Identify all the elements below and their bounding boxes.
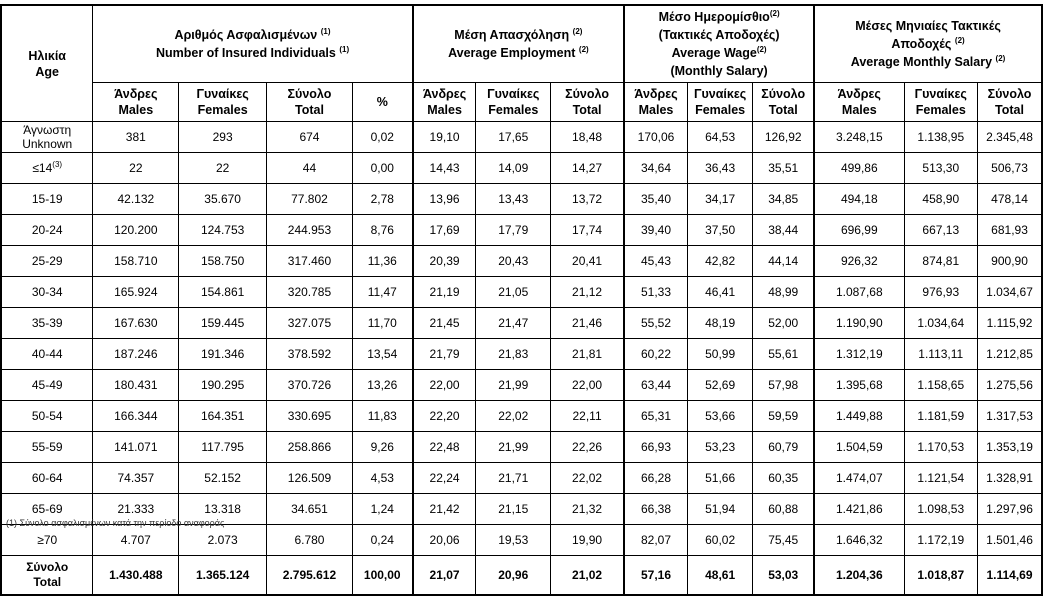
insured-males-cell: 141.071	[93, 432, 179, 463]
age-cell: 55-59	[1, 432, 93, 463]
insured-males-cell: 165.924	[93, 277, 179, 308]
wage-males-header: Άνδρες Males	[624, 83, 687, 122]
insured-females-cell: 52.152	[179, 463, 267, 494]
total-salary-females-cell: 1.018,87	[904, 556, 978, 596]
insured-pct-cell: 0,24	[352, 525, 412, 556]
salary-header: Μέσες Μηνιαίες Τακτικές Αποδοχές $^{(2)}$ Average Monthly Salary $^{(2)}$	[814, 5, 1042, 83]
employment-males-cell: 19,10	[413, 122, 476, 153]
wage-total-cell: 60,88	[753, 494, 814, 525]
wage-males-cell: 39,40	[624, 215, 687, 246]
total-wage-males-cell: 57,16	[624, 556, 687, 596]
wage-total-cell: 57,98	[753, 370, 814, 401]
wage-females-cell: 52,69	[687, 370, 752, 401]
insured-header: Αριθμός Ασφαλισμένων $^{(1)}$ Number of Insured Individuals $^{(1)}$	[93, 5, 413, 83]
insured-females-cell: 2.073	[179, 525, 267, 556]
total-row	[1, 556, 1042, 596]
table-row	[1, 432, 1042, 463]
insured-total-cell: 44	[267, 153, 353, 184]
insured-total-cell: 674	[267, 122, 353, 153]
wage-females-cell: 51,94	[687, 494, 752, 525]
age-cell: 50-54	[1, 401, 93, 432]
wage-females-cell: 37,50	[687, 215, 752, 246]
wage-total-cell: 55,61	[753, 339, 814, 370]
wage-total-cell: 35,51	[753, 153, 814, 184]
employment-males-cell: 17,69	[413, 215, 476, 246]
age-cell: 20-24	[1, 215, 93, 246]
age-cell: 45-49	[1, 370, 93, 401]
insured-males-cell: 158.710	[93, 246, 179, 277]
salary-total-cell: 1.353,19	[978, 432, 1042, 463]
insured-males-cell: 167.630	[93, 308, 179, 339]
employment-females-cell: 21,15	[476, 494, 551, 525]
insured-total-cell: 327.075	[267, 308, 353, 339]
total-wage-total-cell: 53,03	[753, 556, 814, 596]
insured-total-cell: 378.592	[267, 339, 353, 370]
salary-females-cell: 1.172,19	[904, 525, 978, 556]
table-row	[1, 463, 1042, 494]
table-row	[1, 401, 1042, 432]
employment-total-cell: 21,12	[551, 277, 625, 308]
salary-males-cell: 1.474,07	[814, 463, 904, 494]
employment-females-cell: 17,79	[476, 215, 551, 246]
wage-females-cell: 51,66	[687, 463, 752, 494]
total-salary-total-cell: 1.114,69	[978, 556, 1042, 596]
insured-females-cell: 124.753	[179, 215, 267, 246]
wage-females-cell: 53,23	[687, 432, 752, 463]
insured-females-cell: 158.750	[179, 246, 267, 277]
salary-males-cell: 1.395,68	[814, 370, 904, 401]
salary-females-cell: 1.121,54	[904, 463, 978, 494]
total-salary-males-cell: 1.204,36	[814, 556, 904, 596]
salary-males-cell: 1.504,59	[814, 432, 904, 463]
employment-females-cell: 21,71	[476, 463, 551, 494]
wage-males-cell: 45,43	[624, 246, 687, 277]
employment-males-cell: 14,43	[413, 153, 476, 184]
salary-females-header: Γυναίκες Females	[904, 83, 978, 122]
salary-females-cell: 1.138,95	[904, 122, 978, 153]
insured-total-header: Σύνολο Total	[267, 83, 353, 122]
wage-total-cell: 48,99	[753, 277, 814, 308]
age-cell: 40-44	[1, 339, 93, 370]
employment-total-cell: 14,27	[551, 153, 625, 184]
salary-total-cell: 478,14	[978, 184, 1042, 215]
employment-header: Μέση Απασχόληση $^{(2)}$ Average Employment $^{(2)}$	[413, 5, 624, 83]
insured-pct-cell: 11,70	[352, 308, 412, 339]
insured-females-cell: 117.795	[179, 432, 267, 463]
employment-females-cell: 22,02	[476, 401, 551, 432]
table-row	[1, 370, 1042, 401]
age-header: Ηλικία Age	[1, 5, 93, 122]
wage-total-cell: 38,44	[753, 215, 814, 246]
salary-males-cell: 494,18	[814, 184, 904, 215]
salary-females-cell: 874,81	[904, 246, 978, 277]
employment-males-header: Άνδρες Males	[413, 83, 476, 122]
insured-pct-cell: 0,00	[352, 153, 412, 184]
salary-total-cell: 1.115,92	[978, 308, 1042, 339]
insured-pct-cell: 9,26	[352, 432, 412, 463]
wage-females-cell: 53,66	[687, 401, 752, 432]
wage-males-cell: 170,06	[624, 122, 687, 153]
insured-females-header: Γυναίκες Females	[179, 83, 267, 122]
salary-total-cell: 506,73	[978, 153, 1042, 184]
wage-total-cell: 52,00	[753, 308, 814, 339]
insured-total-cell: 77.802	[267, 184, 353, 215]
insured-total-cell: 370.726	[267, 370, 353, 401]
insured-pct-cell: 8,76	[352, 215, 412, 246]
insured-females-cell: 191.346	[179, 339, 267, 370]
employment-females-cell: 21,05	[476, 277, 551, 308]
employment-total-cell: 13,72	[551, 184, 625, 215]
total-insured-males-cell: 1.430.488	[93, 556, 179, 596]
insured-males-cell: 22	[93, 153, 179, 184]
insured-pct-cell: 0,02	[352, 122, 412, 153]
insured-females-cell: 159.445	[179, 308, 267, 339]
insured-total-cell: 258.866	[267, 432, 353, 463]
insured-males-cell: 166.344	[93, 401, 179, 432]
salary-total-cell: 2.345,48	[978, 122, 1042, 153]
wage-total-cell: 75,45	[753, 525, 814, 556]
total-insured-females-cell: 1.365.124	[179, 556, 267, 596]
wage-males-cell: 66,28	[624, 463, 687, 494]
insured-total-cell: 330.695	[267, 401, 353, 432]
insured-pct-cell: 13,26	[352, 370, 412, 401]
insured-males-cell: 42.132	[93, 184, 179, 215]
wage-males-cell: 55,52	[624, 308, 687, 339]
insured-males-header: Άνδρες Males	[93, 83, 179, 122]
wage-males-cell: 35,40	[624, 184, 687, 215]
salary-males-cell: 926,32	[814, 246, 904, 277]
total-employment-males-cell: 21,07	[413, 556, 476, 596]
employment-females-cell: 20,43	[476, 246, 551, 277]
employment-total-cell: 20,41	[551, 246, 625, 277]
insured-pct-cell: 2,78	[352, 184, 412, 215]
salary-females-cell: 513,30	[904, 153, 978, 184]
employment-males-cell: 21,45	[413, 308, 476, 339]
employment-total-cell: 19,90	[551, 525, 625, 556]
employment-total-cell: 18,48	[551, 122, 625, 153]
wage-males-cell: 51,33	[624, 277, 687, 308]
employment-females-cell: 21,83	[476, 339, 551, 370]
wage-females-cell: 46,41	[687, 277, 752, 308]
employment-females-cell: 14,09	[476, 153, 551, 184]
wage-females-cell: 60,02	[687, 525, 752, 556]
salary-males-cell: 696,99	[814, 215, 904, 246]
table-row	[1, 246, 1042, 277]
employment-males-cell: 21,79	[413, 339, 476, 370]
insured-males-cell: 21.333	[93, 494, 179, 525]
wage-males-cell: 65,31	[624, 401, 687, 432]
salary-females-cell: 1.170,53	[904, 432, 978, 463]
salary-females-cell: 1.034,64	[904, 308, 978, 339]
salary-males-cell: 1.190,90	[814, 308, 904, 339]
salary-total-cell: 1.275,56	[978, 370, 1042, 401]
insured-pct-cell: 4,53	[352, 463, 412, 494]
insured-females-cell: 164.351	[179, 401, 267, 432]
salary-total-cell: 1.212,85	[978, 339, 1042, 370]
salary-total-cell: 1.328,91	[978, 463, 1042, 494]
insured-males-cell: 4.707	[93, 525, 179, 556]
table-row	[1, 339, 1042, 370]
age-cell: 65-69	[1, 494, 93, 525]
employment-females-cell: 13,43	[476, 184, 551, 215]
age-cell: 30-34	[1, 277, 93, 308]
salary-males-cell: 1.646,32	[814, 525, 904, 556]
employment-males-cell: 22,20	[413, 401, 476, 432]
employment-total-header: Σύνολο Total	[551, 83, 625, 122]
wage-females-cell: 36,43	[687, 153, 752, 184]
table-row	[1, 122, 1042, 153]
table-row	[1, 215, 1042, 246]
wage-females-header: Γυναίκες Females	[687, 83, 752, 122]
insured-total-cell: 320.785	[267, 277, 353, 308]
insured-males-cell: 180.431	[93, 370, 179, 401]
salary-total-cell: 1.297,96	[978, 494, 1042, 525]
salary-total-header: Σύνολο Total	[978, 83, 1042, 122]
employment-total-cell: 21,46	[551, 308, 625, 339]
insured-females-cell: 293	[179, 122, 267, 153]
employment-females-cell: 21,47	[476, 308, 551, 339]
insured-males-cell: 187.246	[93, 339, 179, 370]
insured-total-cell: 34.651	[267, 494, 353, 525]
employment-males-cell: 22,24	[413, 463, 476, 494]
table-row	[1, 277, 1042, 308]
statistics-table	[0, 4, 1043, 596]
wage-females-cell: 34,17	[687, 184, 752, 215]
insured-pct-cell: 11,47	[352, 277, 412, 308]
age-cell: $\le 14^{(3)}$	[1, 153, 93, 184]
wage-females-cell: 50,99	[687, 339, 752, 370]
insured-pct-cell: 11,36	[352, 246, 412, 277]
total-insured-total-cell: 2.795.612	[267, 556, 353, 596]
total-employment-females-cell: 20,96	[476, 556, 551, 596]
salary-males-cell: 499,86	[814, 153, 904, 184]
salary-total-cell: 681,93	[978, 215, 1042, 246]
salary-females-cell: 667,13	[904, 215, 978, 246]
wage-females-cell: 48,19	[687, 308, 752, 339]
insured-total-cell: 317.460	[267, 246, 353, 277]
wage-males-cell: 82,07	[624, 525, 687, 556]
age-cell: ≥70	[1, 525, 93, 556]
table-row	[1, 525, 1042, 556]
employment-total-cell: 21,81	[551, 339, 625, 370]
total-wage-females-cell: 48,61	[687, 556, 752, 596]
wage-total-cell: 126,92	[753, 122, 814, 153]
employment-total-cell: 17,74	[551, 215, 625, 246]
employment-females-cell: 17,65	[476, 122, 551, 153]
wage-females-cell: 42,82	[687, 246, 752, 277]
employment-total-cell: 22,11	[551, 401, 625, 432]
wage-males-cell: 60,22	[624, 339, 687, 370]
table-row	[1, 153, 1042, 184]
employment-total-cell: 22,00	[551, 370, 625, 401]
salary-males-cell: 1.449,88	[814, 401, 904, 432]
insured-males-cell: 120.200	[93, 215, 179, 246]
table-row	[1, 308, 1042, 339]
age-cell: 25-29	[1, 246, 93, 277]
employment-females-cell: 19,53	[476, 525, 551, 556]
salary-females-cell: 976,93	[904, 277, 978, 308]
employment-males-cell: 22,48	[413, 432, 476, 463]
wage-males-cell: 34,64	[624, 153, 687, 184]
insured-females-cell: 13.318	[179, 494, 267, 525]
insured-pct-cell: 13,54	[352, 339, 412, 370]
wage-females-cell: 64,53	[687, 122, 752, 153]
total-employment-total-cell: 21,02	[551, 556, 625, 596]
salary-females-cell: 1.098,53	[904, 494, 978, 525]
salary-males-cell: 3.248,15	[814, 122, 904, 153]
salary-males-cell: 1.312,19	[814, 339, 904, 370]
salary-total-cell: 1.501,46	[978, 525, 1042, 556]
employment-females-header: Γυναίκες Females	[476, 83, 551, 122]
total-label: Σύνολο Total	[1, 556, 93, 596]
wage-header: Μέσο Ημερομίσθιο$^{(2)}$ (Τακτικές Αποδοχές) Average Wage$^{(2)}$ (Monthly Salary)	[624, 5, 814, 83]
wage-males-cell: 66,93	[624, 432, 687, 463]
table-row	[1, 184, 1042, 215]
age-cell: Άγνωστη Unknown	[1, 122, 93, 153]
salary-total-cell: 900,90	[978, 246, 1042, 277]
salary-total-cell: 1.317,53	[978, 401, 1042, 432]
insured-total-cell: 126.509	[267, 463, 353, 494]
age-cell: 60-64	[1, 463, 93, 494]
employment-males-cell: 13,96	[413, 184, 476, 215]
insured-pct-cell: 11,83	[352, 401, 412, 432]
insured-males-cell: 381	[93, 122, 179, 153]
wage-total-cell: 59,59	[753, 401, 814, 432]
employment-females-cell: 21,99	[476, 432, 551, 463]
wage-total-cell: 60,79	[753, 432, 814, 463]
wage-total-header: Σύνολο Total	[753, 83, 814, 122]
salary-males-cell: 1.087,68	[814, 277, 904, 308]
salary-males-cell: 1.421,86	[814, 494, 904, 525]
age-cell: 35-39	[1, 308, 93, 339]
footnote: (1) Σύνολο ασφαλισμένων κατά την περίοδο αναφοράς	[6, 518, 225, 528]
employment-males-cell: 21,19	[413, 277, 476, 308]
salary-females-cell: 1.113,11	[904, 339, 978, 370]
employment-males-cell: 20,39	[413, 246, 476, 277]
wage-total-cell: 44,14	[753, 246, 814, 277]
age-cell: 15-19	[1, 184, 93, 215]
insured-total-cell: 6.780	[267, 525, 353, 556]
wage-total-cell: 60,35	[753, 463, 814, 494]
wage-total-cell: 34,85	[753, 184, 814, 215]
employment-males-cell: 22,00	[413, 370, 476, 401]
total-insured-pct-cell: 100,00	[352, 556, 412, 596]
employment-males-cell: 20,06	[413, 525, 476, 556]
insured-females-cell: 190.295	[179, 370, 267, 401]
insured-males-cell: 74.357	[93, 463, 179, 494]
employment-males-cell: 21,42	[413, 494, 476, 525]
employment-total-cell: 22,26	[551, 432, 625, 463]
insured-total-cell: 244.953	[267, 215, 353, 246]
insured-females-cell: 22	[179, 153, 267, 184]
insured-females-cell: 35.670	[179, 184, 267, 215]
salary-total-cell: 1.034,67	[978, 277, 1042, 308]
employment-females-cell: 21,99	[476, 370, 551, 401]
wage-males-cell: 63,44	[624, 370, 687, 401]
salary-females-cell: 458,90	[904, 184, 978, 215]
employment-total-cell: 21,32	[551, 494, 625, 525]
salary-males-header: Άνδρες Males	[814, 83, 904, 122]
insured-females-cell: 154.861	[179, 277, 267, 308]
wage-males-cell: 66,38	[624, 494, 687, 525]
insured-pct-cell: 1,24	[352, 494, 412, 525]
insured-pct-header: %	[352, 83, 412, 122]
salary-females-cell: 1.181,59	[904, 401, 978, 432]
employment-total-cell: 22,02	[551, 463, 625, 494]
salary-females-cell: 1.158,65	[904, 370, 978, 401]
